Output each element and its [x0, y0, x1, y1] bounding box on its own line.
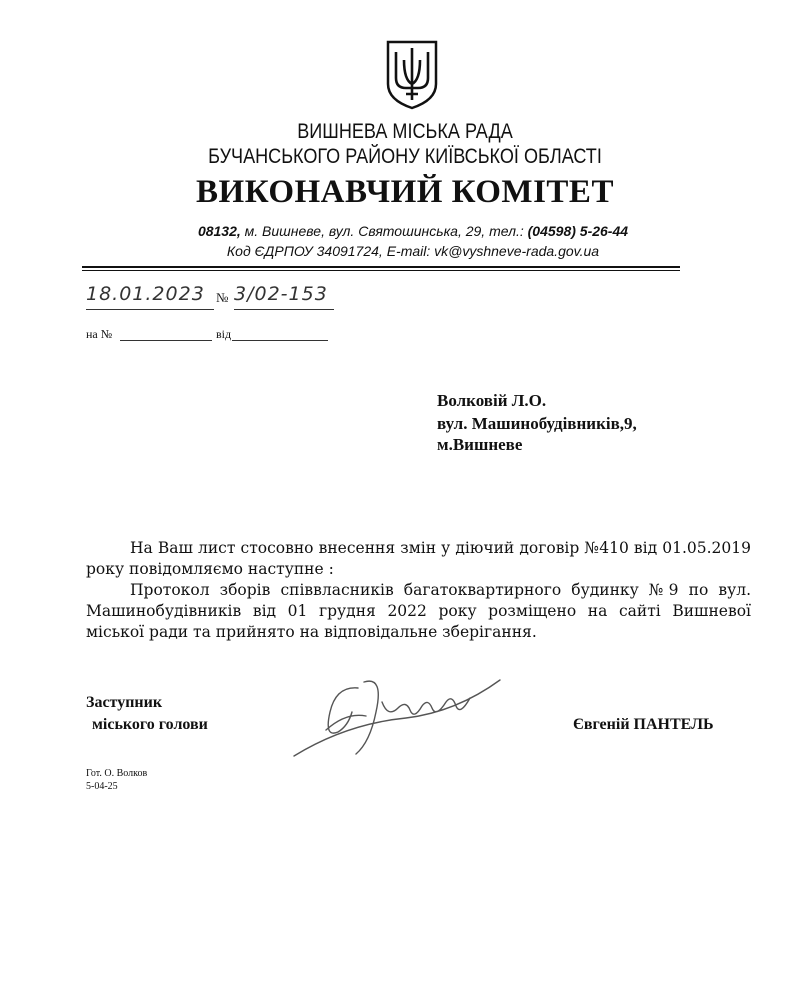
- postcode: 08132,: [197, 223, 241, 239]
- prepared-by: Гот. О. Волков: [86, 768, 148, 779]
- committee-title: ВИКОНАВЧИЙ КОМІТЕТ: [196, 174, 614, 210]
- incoming-date-blank: [232, 329, 328, 341]
- outgoing-date: 18.01.2023: [86, 283, 214, 310]
- incoming-number-blank: [120, 329, 212, 341]
- prepared-phone: 5-04-25: [86, 781, 118, 792]
- recipient-street: вул. Машинобудівників,9,: [437, 414, 637, 433]
- address: м. Вишневе, вул. Святошинська, 29, тел.:: [240, 223, 528, 239]
- header-rule-thin: [82, 270, 680, 271]
- body-paragraph-1: На Ваш лист стосовно внесення змін у діючий договір №410 від 01.05.2019 року повідомляємо наступне :: [86, 539, 751, 578]
- signer-position-line1: Заступник: [86, 694, 163, 711]
- outgoing-number-label: №: [216, 290, 229, 305]
- header-rule-thick: [82, 266, 680, 268]
- council-name: ВИШНЕВА МІСЬКА РАДА: [297, 120, 513, 143]
- signer-name: Євгеній ПАНТЕЛЬ: [573, 716, 714, 733]
- phone: (04598) 5-26-44: [527, 223, 629, 239]
- recipient-name: Волковій Л.О.: [437, 391, 547, 410]
- outgoing-number: 3/02-153: [234, 283, 334, 310]
- contact-address-line: [8, 222, 800, 240]
- recipient-city: м.Вишневе: [437, 435, 523, 454]
- incoming-number-label: на №: [86, 327, 113, 341]
- district-name: БУЧАНСЬКОГО РАЙОНУ КИЇВСЬКОЇ ОБЛАСТІ: [208, 145, 602, 168]
- body-paragraph-2: Протокол зборів співвласників багатоквартирного будинку №9 по вул. Машинобудівників від 01 грудня 2022 року розміщено на сайті Вишневої міської ради та прийнято на відповідальне зберігання.: [86, 581, 751, 641]
- handwritten-signature: [286, 672, 506, 768]
- contact-codes-line: Код ЄДРПОУ 34091724, E-mail: vk@vyshneve-rada.gov.ua: [226, 243, 600, 259]
- signer-position-line2: міського голови: [92, 716, 208, 733]
- incoming-date-label: від: [216, 327, 232, 341]
- trident-emblem-icon: [384, 38, 440, 110]
